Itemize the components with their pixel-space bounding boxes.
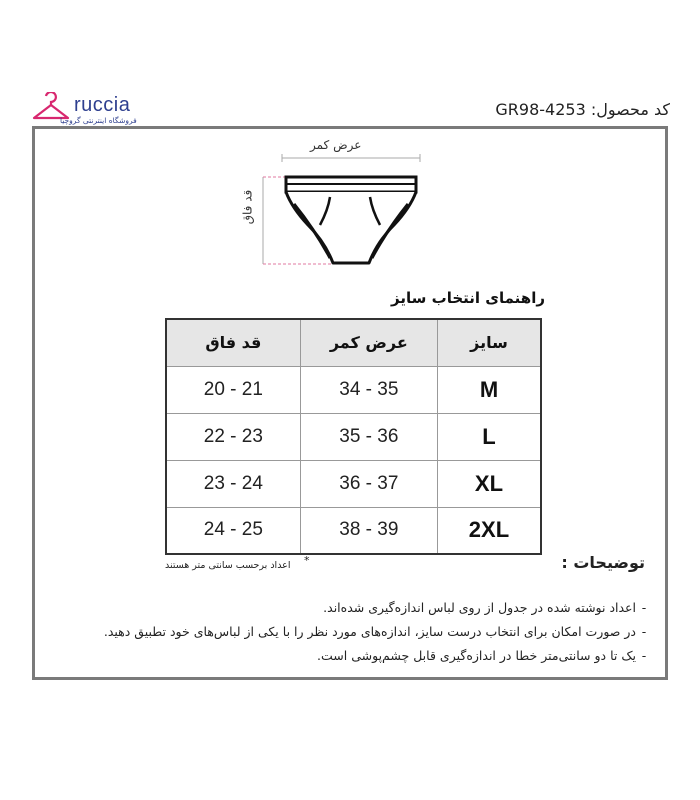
waist-cell: 36 - 37 [300,460,437,507]
note-text: یک تا دو سانتی‌متر خطا در اندازه‌گیری قابل چشم‌پوشی است. [317,648,636,663]
bullet-dash-icon: - [641,600,647,615]
size-table [165,318,542,555]
header-waist: عرض کمر [300,319,437,366]
bullet-dash-icon: - [641,648,647,663]
rise-cell: 20 - 21 [166,366,300,413]
list-item [52,644,652,668]
brand-name: ruccia [74,94,131,116]
list-item [52,620,652,644]
size-cell: M [437,366,541,413]
footnote-star: * [304,554,310,567]
rise-label: قد فاق [240,189,255,225]
waist-cell: 38 - 39 [300,507,437,554]
rise-cell: 23 - 24 [166,460,300,507]
table-row [166,507,541,554]
measurement-diagram [230,130,430,270]
brand-logo [30,92,150,128]
product-code-value: GR98-4253 [495,100,586,119]
waist-label: عرض کمر [310,138,362,152]
units-footnote: اعداد برحسب سانتی متر هستند [165,560,291,571]
bullet-dash-icon: - [641,624,647,639]
product-code [495,100,670,119]
notes-title: توضیحات : [561,553,645,572]
rise-cell: 22 - 23 [166,413,300,460]
note-text: در صورت امکان برای انتخاب درست سایز، اندازه‌های مورد نظر را با یکی از لباس‌های خود تطبیق دهید. [103,624,636,639]
waist-cell: 34 - 35 [300,366,437,413]
waist-cell: 35 - 36 [300,413,437,460]
table-row [166,413,541,460]
header-rise: قد فاق [166,319,300,366]
list-item [52,596,652,620]
size-cell: L [437,413,541,460]
table-header-row [166,319,541,366]
note-text: اعداد نوشته شده در جدول از روی لباس اندازه‌گیری شده‌اند. [323,600,636,615]
table-row [166,460,541,507]
notes-list [52,596,652,668]
brand-tagline: فروشگاه اینترنتی گروچیا [60,116,137,125]
size-guide-title: راهنمای انتخاب سایز [391,289,545,307]
rise-cell: 24 - 25 [166,507,300,554]
header-size: سایز [437,319,541,366]
table-row [166,366,541,413]
product-code-label: کد محصول: [590,100,670,119]
size-cell: XL [437,460,541,507]
size-cell: 2XL [437,507,541,554]
briefs-illustration-icon [230,130,430,270]
